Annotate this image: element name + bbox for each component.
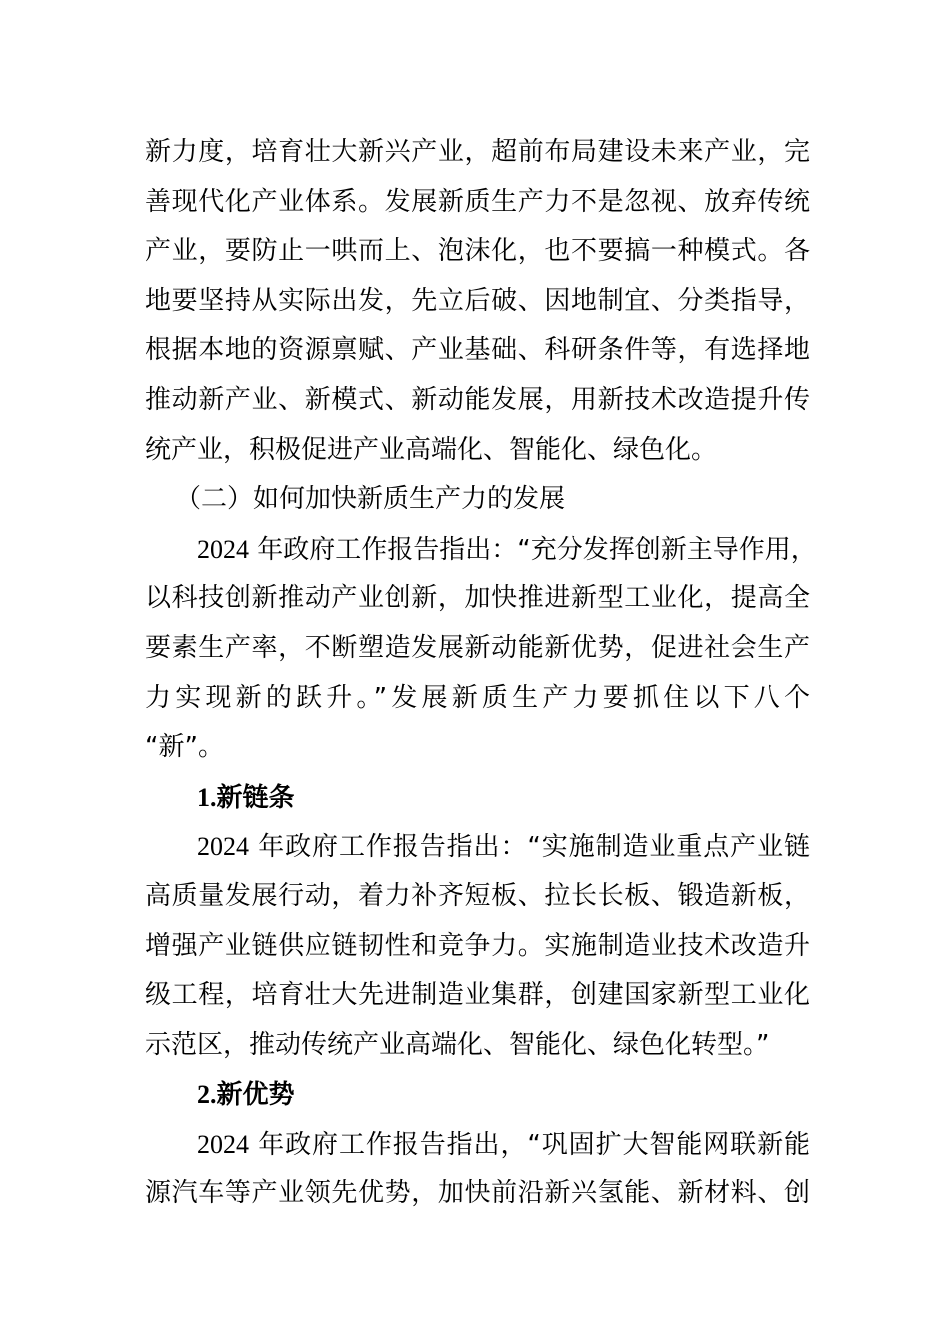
item-heading-new-chain	[145, 773, 810, 823]
text-line: 推动新产业、新模式、新动能发展，用新技术改造提升传	[145, 384, 810, 415]
text-line	[145, 525, 817, 575]
item-title: 新链条	[216, 782, 295, 813]
text-line: 地要坚持从实际出发，先立后破、因地制宜、分类指导，	[145, 285, 810, 316]
item-number: 2.	[197, 1080, 217, 1110]
item-number: 1.	[197, 782, 217, 812]
item-heading-new-advantage	[145, 1070, 810, 1120]
text-line: 增强产业链供应链韧性和竞争力。实施制造业技术改造升	[145, 930, 810, 961]
text-line: 源汽车等产业领先优势，加快前沿新兴氢能、新材料、创	[145, 1178, 810, 1209]
paragraph-industry-development	[145, 128, 810, 475]
text-line: 级工程，培育壮大先进制造业集群，创建国家新型工业化	[145, 980, 810, 1011]
year-number: 2024	[197, 832, 249, 862]
text-line: 要素生产率，不断塑造发展新动能新优势，促进社会生产	[145, 632, 810, 663]
text-line: 新力度，培育壮大新兴产业，超前布局建设未来产业，完	[145, 137, 810, 167]
paragraph-government-report	[145, 525, 817, 773]
text-line: 力实现新的跃升。”发展新质生产力要抓住以下八个	[145, 682, 810, 713]
year-number: 2024	[197, 1129, 249, 1159]
text-line: 根据本地的资源禀赋、产业基础、科研条件等，有选择地	[145, 335, 810, 366]
text-line: “新”。	[145, 732, 224, 763]
document-body	[145, 128, 817, 1219]
paragraph-new-advantage	[145, 1120, 810, 1219]
text-line: 善现代化产业体系。发展新质生产力不是忽视、放弃传统	[145, 186, 810, 217]
section-heading: （二）如何加快新质生产力的发展	[175, 484, 566, 515]
text-fragment: 年政府工作报告指出：“充分发挥创新主导作用，	[257, 534, 817, 565]
text-line: 高质量发展行动，着力补齐短板、拉长长板、锻造新板，	[145, 880, 810, 911]
text-line	[145, 1120, 810, 1170]
text-line: 示范区，推动传统产业高端化、智能化、绿色化转型。”	[145, 1029, 770, 1060]
text-line: 统产业，积极促进产业高端化、智能化、绿色化。	[145, 434, 718, 465]
text-line: 产业，要防止一哄而上、泡沫化，也不要搞一种模式。各	[145, 236, 810, 267]
text-fragment: 年政府工作报告指出，“巩固扩大智能网联新能	[258, 1129, 810, 1160]
text-line	[145, 822, 810, 872]
year-number: 2024	[197, 534, 249, 564]
item-title: 新优势	[216, 1080, 295, 1111]
text-fragment: 年政府工作报告指出：“实施制造业重点产业链	[258, 832, 810, 863]
text-line: 以科技创新推动产业创新，加快推进新型工业化，提高全	[145, 583, 810, 614]
paragraph-new-chain	[145, 822, 810, 1070]
